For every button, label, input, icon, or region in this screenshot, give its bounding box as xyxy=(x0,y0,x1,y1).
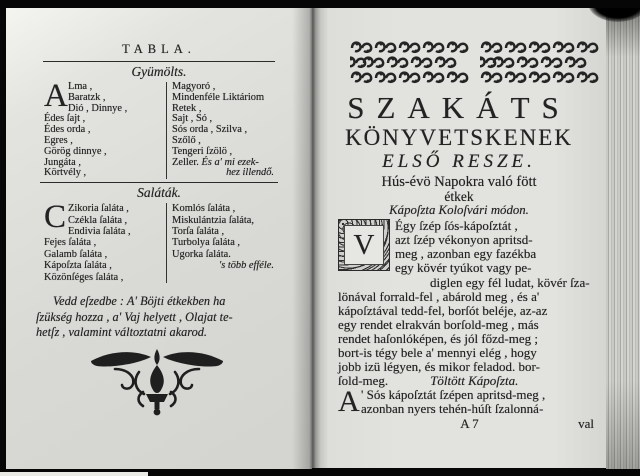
left-page xyxy=(6,8,312,469)
text-line: lönával forrald-fel , abárold meg , és a' xyxy=(338,289,540,304)
book-gutter-shadow xyxy=(292,4,328,469)
note-line: ſzükség hozza , a' Vaj helyett , Olajat te- xyxy=(36,309,233,324)
list-item: Miskulántzia ſaláta, xyxy=(172,214,254,226)
text-line: egy rendet elrakván borſold-meg , más xyxy=(338,317,539,332)
tail-roman: Zeller. xyxy=(172,156,199,168)
text-line: diglen egy fél ludat, kövér ſza- xyxy=(430,275,590,290)
list-item: Édes orda , xyxy=(44,124,91,136)
list-item: Kápoſzta ſaláta , xyxy=(44,260,112,272)
recipe1-cap-lines xyxy=(395,219,536,275)
book-subtitle: KÖNYVETSKENEK xyxy=(345,125,573,150)
list-item: Édes ſajt , xyxy=(44,113,86,125)
woodcut-initial-V: V xyxy=(338,219,390,271)
fruits-right-column xyxy=(166,82,278,179)
chapter-subtitle-line2: étkek xyxy=(444,189,474,204)
list-item: Közönſéges ſaláta , xyxy=(44,271,124,283)
text-line: Égy ſzép ſós-kápoſztát , xyxy=(395,218,518,233)
list-item: Görög dinnye , xyxy=(44,145,107,157)
signature-mark: A 7 xyxy=(460,416,479,431)
list-item: Czékla ſaláta , xyxy=(68,214,128,226)
list-item: Komlós ſaláta , xyxy=(172,203,236,215)
signature-row xyxy=(338,417,598,434)
list-item: Lma , xyxy=(68,81,93,92)
list-item: Jungáta , xyxy=(44,156,81,168)
section-title-fruits: Gyümölts. xyxy=(131,64,187,79)
list-item: Magyoró , xyxy=(172,81,216,92)
list-item: Mindenféle Liktáriom xyxy=(172,91,265,103)
right-page xyxy=(312,4,606,468)
recipe-heading-2: Töltött Kápoſzta. xyxy=(430,373,519,388)
note-paragraph xyxy=(36,294,288,341)
list-item: Egres , xyxy=(44,134,73,146)
note-line: hetſz , valamint változtatni akarod. xyxy=(36,325,208,340)
recipe-heading-1: Kápoſzta Koloſvári módon. xyxy=(389,202,529,217)
list-item: Tengeri ſzölö , xyxy=(172,145,233,157)
list-item: Torſa ſaláta , xyxy=(172,225,225,237)
list-item: Zikoria ſaláta , xyxy=(68,203,129,215)
text-line: meg , azonban egy fazékba xyxy=(395,246,537,261)
list-item: Galamb ſaláta , xyxy=(44,248,108,260)
table-header: TABLA. xyxy=(43,42,275,62)
tail-italic: 's több efféle. xyxy=(218,260,274,272)
text-line: bort-is tégy bele a' mennyi elég , hogy xyxy=(338,345,537,360)
scan-border-top xyxy=(0,0,640,8)
text-line: rendet haſonlóképen, és jól főzd-meg ; xyxy=(338,331,538,346)
fruits-left-column xyxy=(44,78,166,179)
recipe2-lines xyxy=(361,388,545,416)
catchword: val xyxy=(578,416,594,431)
recipe1-dropcap-row xyxy=(338,219,598,275)
salads-left-column xyxy=(44,199,166,283)
section-title-salads: Saláták. xyxy=(137,185,181,201)
salads-dropcap-row xyxy=(44,199,166,237)
text-line: ſold-meg. xyxy=(338,373,389,388)
note-line: Vedd eſzedbe : A' Böjti étkekben ha xyxy=(53,294,226,309)
salads-right-column xyxy=(166,203,278,283)
tail-italic-2: hez illendő. xyxy=(226,167,274,179)
text-line: jobb izü légyen, és mikor feladod. bor- xyxy=(338,359,540,374)
recipe2-heading-row xyxy=(338,374,598,388)
text-line: egy kövér tyúkot vagy pe- xyxy=(395,260,532,275)
list-item: Ugorka ſaláta. xyxy=(172,248,231,260)
text-line: kápoſztával tedd-fel, borſót beléje, az-az xyxy=(338,303,548,318)
recipe2-dropcap-row xyxy=(338,385,598,418)
book-title: SZAKÁTS xyxy=(347,90,571,125)
list-item: Fejes ſaláta , xyxy=(44,237,97,249)
scan-edge-sliver xyxy=(0,472,148,476)
tailpiece-ornament-icon xyxy=(82,348,232,418)
section-divider-rule xyxy=(40,182,278,183)
list-item: Retek , xyxy=(172,102,202,114)
dropcap-A2: A xyxy=(338,385,360,418)
fruits-cap-lines xyxy=(68,82,127,114)
recipe-body xyxy=(338,219,598,434)
headpiece-ornament-icon xyxy=(350,40,602,86)
list-item: Baratzk , xyxy=(68,91,106,103)
list-item: Körtvély , xyxy=(44,167,87,179)
fruits-columns xyxy=(44,78,278,179)
text-line: ' Sós kápoſztát ſzépen apritsd-meg , xyxy=(361,387,546,402)
text-line: azonban nyers tehén-húſt ſzalonná- xyxy=(361,401,544,416)
list-item: Sajt , Só , xyxy=(172,113,213,125)
tail-italic: És a' mi ezek- xyxy=(201,156,259,168)
salads-cap-lines xyxy=(68,203,131,237)
list-item: Dió , Dinnye , xyxy=(68,102,128,114)
list-item: Sós orda , Szilva , xyxy=(172,124,248,136)
text-line: azt ſzép vékonyon apritsd- xyxy=(395,232,533,247)
fore-edge-shade xyxy=(606,0,640,476)
salads-columns xyxy=(44,199,278,283)
chapter-subtitle-line1: Hús-évö Napokra való fött xyxy=(381,174,537,190)
table-header-wrap xyxy=(43,42,275,62)
fruits-dropcap-row xyxy=(44,78,166,114)
list-item: Endivia ſaláta , xyxy=(68,225,131,237)
dropcap-C: C xyxy=(44,199,67,236)
part-title: ELSŐ RESZE. xyxy=(382,151,536,172)
list-item: Szőlő , xyxy=(172,134,201,146)
dropcap-A: A xyxy=(44,78,68,114)
list-item: Turbolya ſaláta , xyxy=(172,237,241,249)
